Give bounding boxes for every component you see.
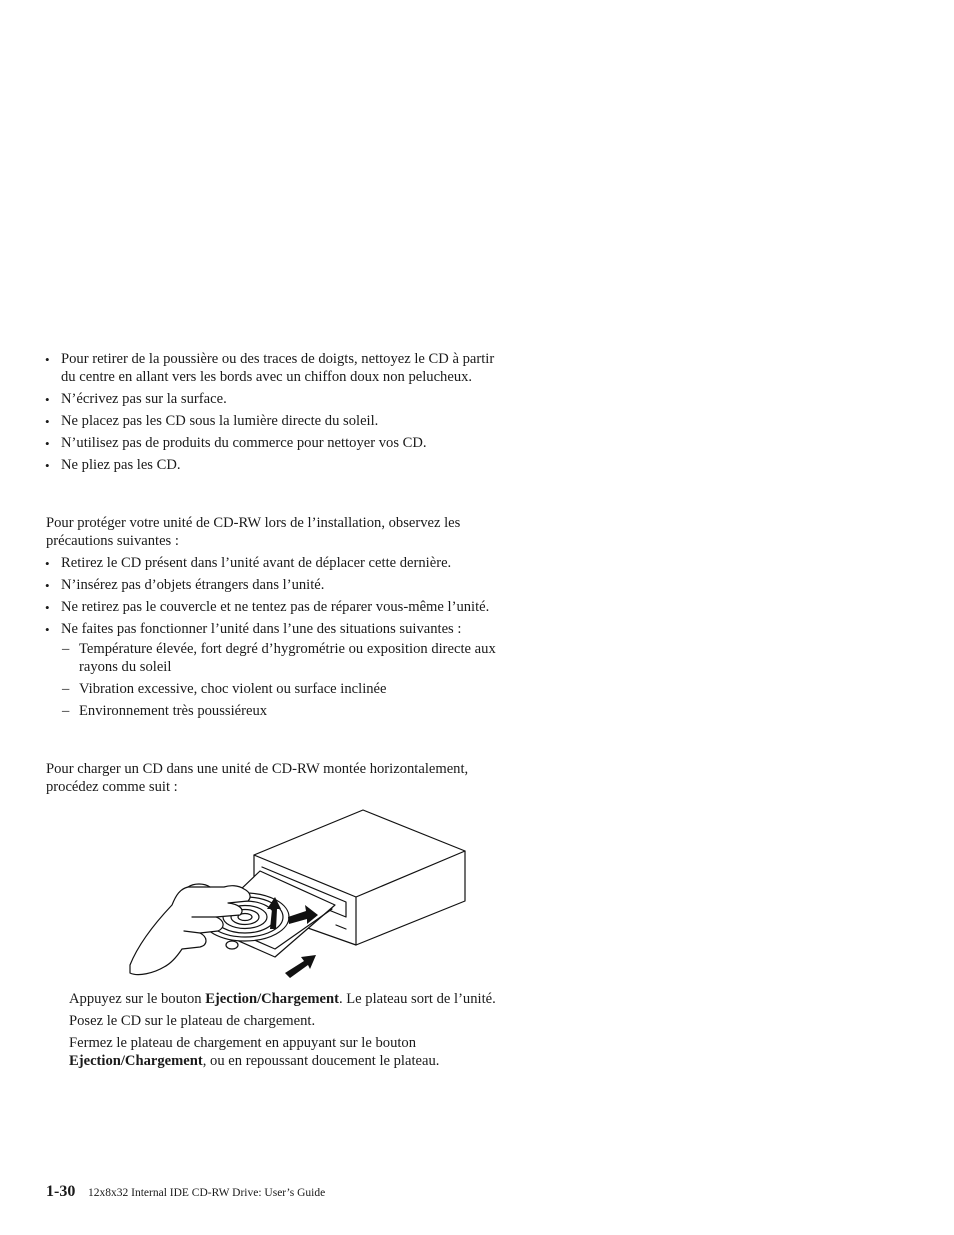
bullet-marker: • [45,392,50,407]
paragraph-line: procédez comme suit : [46,779,178,795]
bullet-marker: • [45,414,50,429]
step-3-continuation: Ejection/Chargement, ou en repoussant doucement le plateau. [69,1053,440,1069]
list-item: Retirez le CD présent dans l’unité avant de déplacer cette dernière. [61,555,452,571]
paragraph-line: Pour charger un CD dans une unité de CD-RW montée horizontalement, [46,761,469,777]
bullet-marker: • [45,600,50,615]
step-3: Fermez le plateau de chargement en appuyant sur le bouton [69,1035,417,1051]
list-item: Ne pliez pas les CD. [61,457,181,473]
list-item: Pour retirer de la poussière ou des traces de doigts, nettoyez le CD à partir [61,351,495,367]
dash-marker: – [62,641,70,657]
footer-title: 12x8x32 Internal IDE CD-RW Drive: User’s Guide [88,1187,326,1199]
list-item-continuation: du centre en allant vers les bords avec un chiffon doux non pelucheux. [61,369,473,385]
bullet-marker: • [45,352,50,367]
paragraph-line: Pour protéger votre unité de CD-RW lors de l’installation, observez les [46,515,461,531]
step-1: Appuyez sur le bouton Ejection/Chargement. Le plateau sort de l’unité. [69,991,496,1007]
dash-marker: – [62,681,70,697]
ejection-button-label: Ejection/Chargement [69,1053,203,1069]
list-item: Ne placez pas les CD sous la lumière directe du soleil. [61,413,379,429]
dash-marker: – [62,703,70,719]
sub-list-item: Environnement très poussiéreux [79,703,268,719]
cd-loading-illustration [120,805,480,985]
bullet-marker: • [45,578,50,593]
list-item: Ne faites pas fonctionner l’unité dans l’une des situations suivantes : [61,621,462,637]
paragraph-line: précautions suivantes : [46,533,179,549]
bullet-marker: • [45,458,50,473]
list-item: N’écrivez pas sur la surface. [61,391,227,407]
list-item: N’utilisez pas de produits du commerce pour nettoyer vos CD. [61,435,427,451]
arrow-diagonal-icon [285,955,316,978]
bullet-marker: • [45,556,50,571]
sub-list-item-continuation: rayons du soleil [79,659,172,675]
sub-list-item: Vibration excessive, choc violent ou surface inclinée [79,681,387,697]
list-item: N’insérez pas d’objets étrangers dans l’unité. [61,577,325,593]
ejection-button-label: Ejection/Chargement [205,991,339,1007]
list-item: Ne retirez pas le couvercle et ne tentez pas de réparer vous-même l’unité. [61,599,490,615]
step-2: Posez le CD sur le plateau de chargement. [69,1013,316,1029]
bullet-marker: • [45,436,50,451]
sub-list-item: Température élevée, fort degré d’hygrométrie ou exposition directe aux [79,641,496,657]
bullet-marker: • [45,622,50,637]
page-number: 1-30 [46,1183,76,1200]
